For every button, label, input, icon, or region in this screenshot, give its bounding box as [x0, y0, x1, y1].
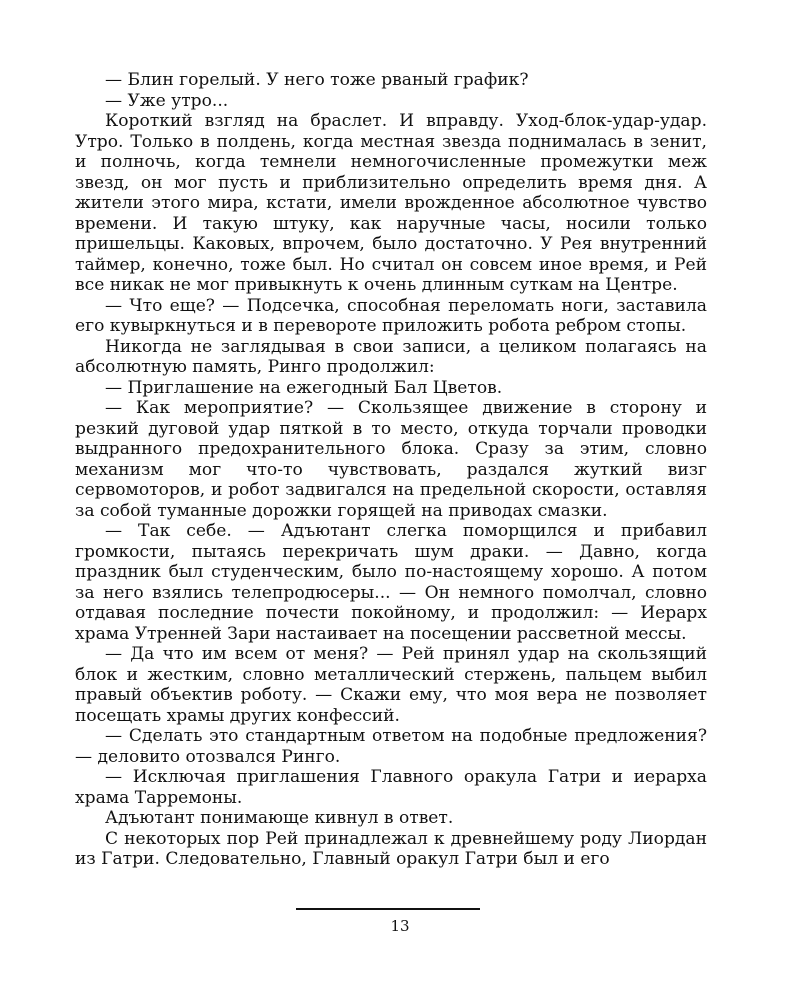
- paragraph: — Да что им всем от меня? — Рей принял удар на скользящий блок и жестким, словно металлический стержень, пальцем выбил правый объектив роботу. — Скажи ему, что моя вера не позволяет посещать храмы других конфессий.: [75, 644, 707, 726]
- paragraph: — Уже утро...: [105, 90, 229, 111]
- page-text: [75, 70, 707, 870]
- footer-rule: [296, 908, 480, 910]
- paragraph: — Так себе. — Адъютант слегка поморщился и прибавил громкости, пытаясь перекричать шум драки. — Давно, когда праздник был студенческим, было по-настоящему хорошо. А потом за него взялись телепродюсеры... — Он немного помолчал, словно отдавая последние почести покойному, и продолжил: — Иерарх храма Утренней Зари настаивает на посещении рассветной мессы.: [75, 521, 707, 644]
- paragraph: Адъютант понимающе кивнул в ответ.: [105, 808, 454, 828]
- page-number: 13: [390, 917, 410, 935]
- paragraph: — Блин горелый. У него тоже рваный график?: [105, 70, 529, 90]
- paragraph: С некоторых пор Рей принадлежал к древнейшему роду Лиордан из Гатри. Следовательно, Главный оракул Гатри был и его: [75, 828, 707, 869]
- paragraph: — Сделать это стандартным ответом на подобные предложения? — деловито отозвался Ринго.: [75, 726, 707, 767]
- paragraph: — Как мероприятие? — Скользящее движение в сторону и резкий дуговой удар пяткой в то место, откуда торчали проводки выдранного предохранительного блока. Сразу за этим, словно механизм мог что-то чувствовать, раздался жуткий визг сервомоторов, и робот задвигался на предельной скорости, оставляя за собой туманные дорожки горящей на приводах смазки.: [75, 398, 707, 521]
- paragraph: — Приглашение на ежегодный Бал Цветов.: [105, 377, 503, 398]
- paragraph: — Исключая приглашения Главного оракула Гатри и иерарха храма Тарремоны.: [75, 767, 707, 808]
- paragraph: — Что еще? — Подсечка, способная переломать ноги, заставила его кувыркнуться и в перевороте приложить робота ребром стопы.: [75, 295, 707, 336]
- paragraph: Короткий взгляд на браслет. И вправду. Уход-блок-удар-удар. Утро. Только в полдень, когда местная звезда поднималась в зенит, и полночь, когда темнели немногочисленные промежутки меж звезд, он мог пусть и приблизительно определить время дня. А жители этого мира, кстати, имели врожденное абсолютное чувство времени. И такую штуку, как наручные часы, носили только пришельцы. Каковых, впрочем, было достаточно. У Рея внутренний таймер, конечно, тоже был. Но считал он совсем иное время, и Рей все никак не мог привыкнуть к очень длинным суткам на Центре.: [75, 111, 707, 295]
- paragraph: Никогда не заглядывая в свои записи, а целиком полагаясь на абсолютную память, Ринго продолжил:: [75, 336, 707, 377]
